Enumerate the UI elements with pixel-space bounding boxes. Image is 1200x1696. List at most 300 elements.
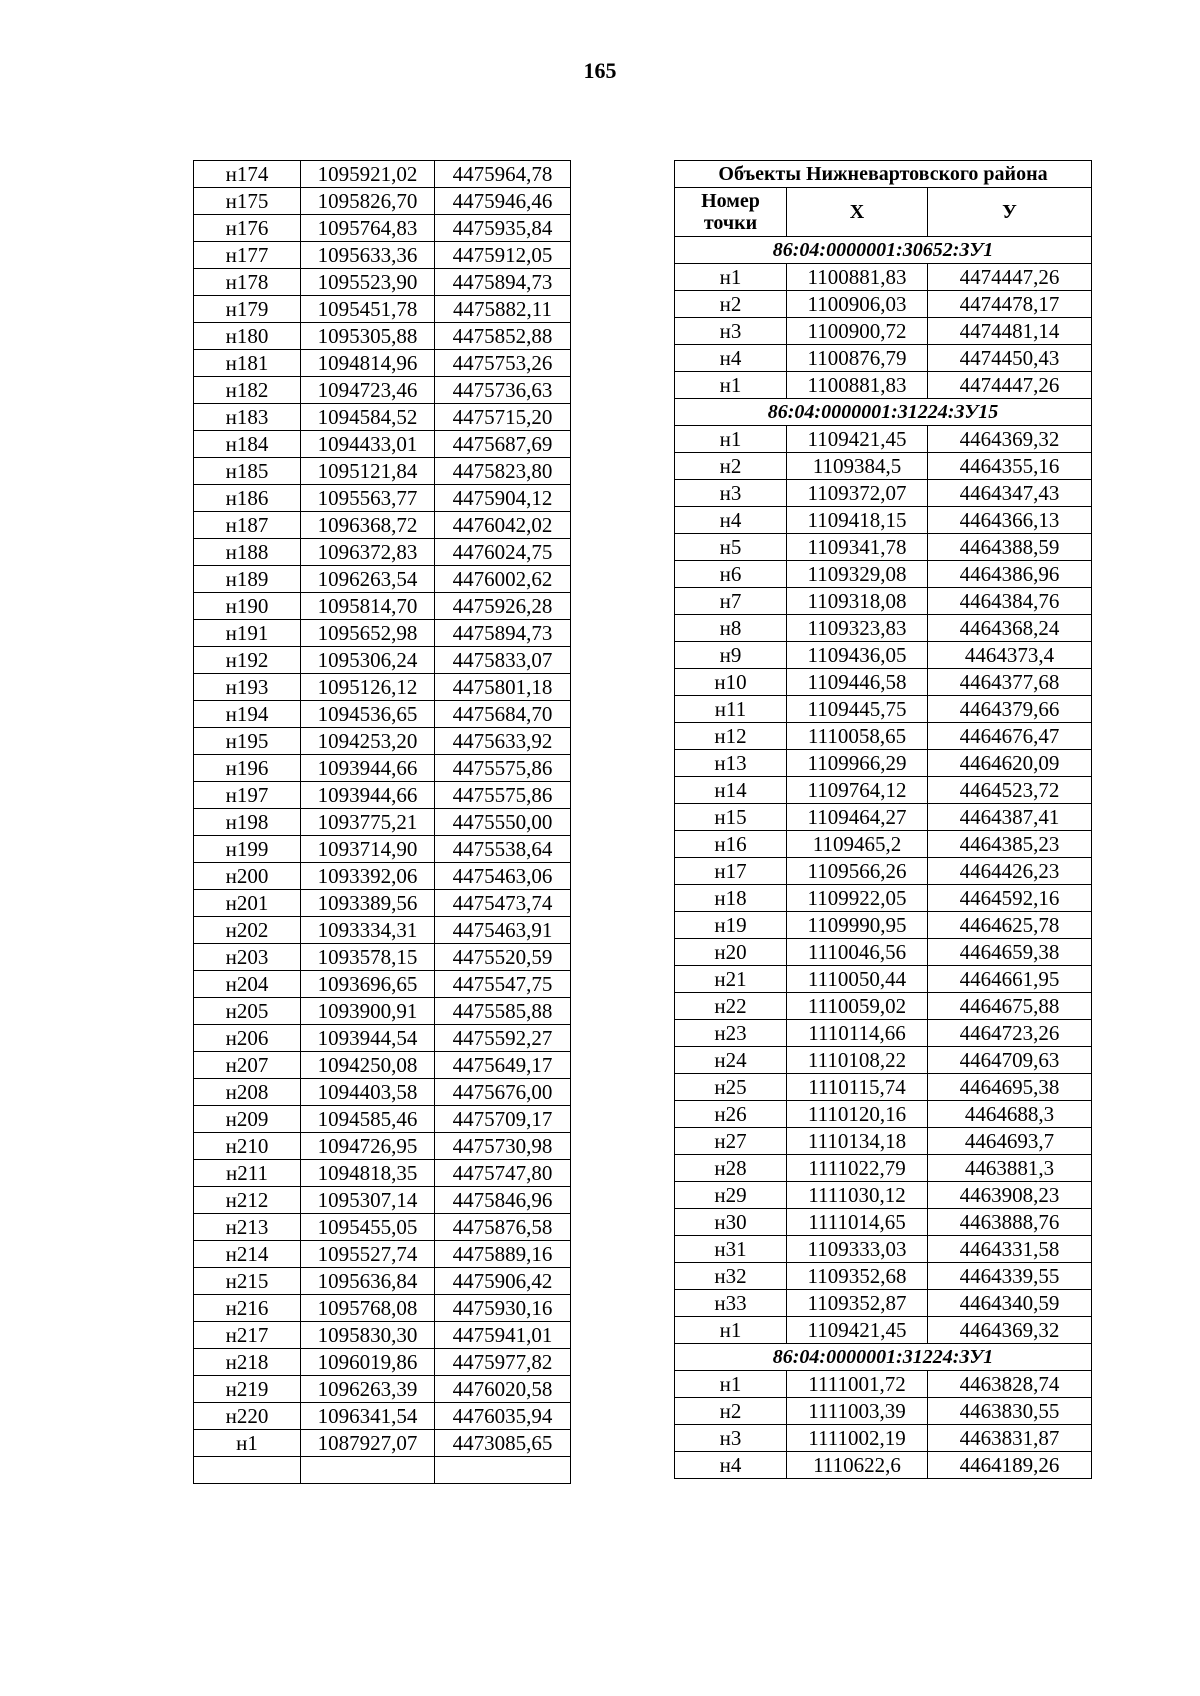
y-coordinate-cell: 4464339,55 (928, 1263, 1092, 1290)
point-number-cell: н196 (194, 755, 301, 782)
point-number-cell: н19 (675, 912, 787, 939)
point-number-cell: н210 (194, 1133, 301, 1160)
y-coordinate-cell: 4475833,07 (435, 647, 571, 674)
y-coordinate-cell: 4475882,11 (435, 296, 571, 323)
table-row (194, 188, 571, 215)
y-coordinate-cell: 4475846,96 (435, 1187, 571, 1214)
y-coordinate-cell: 4475823,80 (435, 458, 571, 485)
point-number-cell: н217 (194, 1322, 301, 1349)
table-row (194, 944, 571, 971)
x-coordinate-cell: 1095455,05 (301, 1214, 435, 1241)
point-number-cell: н216 (194, 1295, 301, 1322)
header-x: Х (787, 188, 928, 237)
point-number-cell: н1 (675, 1317, 787, 1344)
table-row (675, 561, 1092, 588)
y-coordinate-cell: 4463828,74 (928, 1371, 1092, 1398)
x-coordinate-cell: 1095121,84 (301, 458, 435, 485)
y-coordinate-cell: 4475930,16 (435, 1295, 571, 1322)
point-number-cell: н4 (675, 507, 787, 534)
y-coordinate-cell: 4464189,26 (928, 1452, 1092, 1479)
point-number-cell: н215 (194, 1268, 301, 1295)
header-y: У (928, 188, 1092, 237)
x-coordinate-cell: 1094818,35 (301, 1160, 435, 1187)
y-coordinate-cell: 4464625,78 (928, 912, 1092, 939)
x-coordinate-cell: 1109418,15 (787, 507, 928, 534)
table-row (194, 674, 571, 701)
x-coordinate-cell: 1094403,58 (301, 1079, 435, 1106)
table-row (194, 809, 571, 836)
y-coordinate-cell: 4464368,24 (928, 615, 1092, 642)
cadastral-number: 86:04:0000001:31224:ЗУ1 (675, 1344, 1092, 1371)
point-number-cell: н12 (675, 723, 787, 750)
cadastral-number: 86:04:0000001:31224:ЗУ15 (675, 399, 1092, 426)
point-number-cell: н186 (194, 485, 301, 512)
y-coordinate-cell: 4475715,20 (435, 404, 571, 431)
point-number-cell: н183 (194, 404, 301, 431)
point-number-cell: н201 (194, 890, 301, 917)
table-row (194, 1403, 571, 1430)
y-coordinate-cell: 4464659,38 (928, 939, 1092, 966)
x-coordinate-cell: 1100881,83 (787, 372, 928, 399)
x-coordinate-cell: 1109323,83 (787, 615, 928, 642)
point-number-cell: н31 (675, 1236, 787, 1263)
table-row (675, 831, 1092, 858)
y-coordinate-cell: 4474481,14 (928, 318, 1092, 345)
table-row (194, 782, 571, 809)
x-coordinate-cell: 1100876,79 (787, 345, 928, 372)
x-coordinate-cell: 1109421,45 (787, 1317, 928, 1344)
table-row (194, 485, 571, 512)
point-number-cell: н3 (675, 318, 787, 345)
table-row (194, 1376, 571, 1403)
table-row (194, 1106, 571, 1133)
point-number-cell: н189 (194, 566, 301, 593)
y-coordinate-cell: 4475964,78 (435, 161, 571, 188)
point-number-cell: н26 (675, 1101, 787, 1128)
point-number-cell: н205 (194, 998, 301, 1025)
y-coordinate-cell: 4476035,94 (435, 1403, 571, 1430)
y-coordinate-cell: 4475547,75 (435, 971, 571, 998)
table-row (675, 1128, 1092, 1155)
table-row (675, 426, 1092, 453)
y-coordinate-cell (435, 1457, 571, 1484)
y-coordinate-cell: 4475473,74 (435, 890, 571, 917)
point-number-cell: н1 (675, 264, 787, 291)
table-row (675, 1236, 1092, 1263)
x-coordinate-cell: 1095764,83 (301, 215, 435, 242)
table-row (675, 1371, 1092, 1398)
x-coordinate-cell: 1093944,66 (301, 755, 435, 782)
y-coordinate-cell: 4464387,41 (928, 804, 1092, 831)
right-table-header-row (675, 188, 1092, 237)
y-coordinate-cell: 4475463,91 (435, 917, 571, 944)
point-number-cell: н214 (194, 1241, 301, 1268)
y-coordinate-cell: 4464386,96 (928, 561, 1092, 588)
y-coordinate-cell: 4464592,16 (928, 885, 1092, 912)
table-row (675, 507, 1092, 534)
y-coordinate-cell: 4475904,12 (435, 485, 571, 512)
x-coordinate-cell: 1110622,6 (787, 1452, 928, 1479)
x-coordinate-cell: 1093900,91 (301, 998, 435, 1025)
point-number-cell: н9 (675, 642, 787, 669)
point-number-cell: н213 (194, 1214, 301, 1241)
y-coordinate-cell: 4476020,58 (435, 1376, 571, 1403)
x-coordinate-cell: 1095652,98 (301, 620, 435, 647)
point-number-cell: н17 (675, 858, 787, 885)
table-row (194, 917, 571, 944)
point-number-cell: н211 (194, 1160, 301, 1187)
table-row (675, 264, 1092, 291)
x-coordinate-cell: 1093714,90 (301, 836, 435, 863)
point-number-cell: н5 (675, 534, 787, 561)
point-number-cell: н188 (194, 539, 301, 566)
point-number-cell: н1 (675, 372, 787, 399)
point-number-cell: н22 (675, 993, 787, 1020)
y-coordinate-cell: 4475687,69 (435, 431, 571, 458)
table-row (675, 291, 1092, 318)
x-coordinate-cell: 1095826,70 (301, 188, 435, 215)
x-coordinate-cell: 1095307,14 (301, 1187, 435, 1214)
y-coordinate-cell: 4464676,47 (928, 723, 1092, 750)
table-row (194, 1241, 571, 1268)
y-coordinate-cell: 4463831,87 (928, 1425, 1092, 1452)
point-number-cell: н181 (194, 350, 301, 377)
y-coordinate-cell: 4464340,59 (928, 1290, 1092, 1317)
point-number-cell: н16 (675, 831, 787, 858)
x-coordinate-cell: 1111001,72 (787, 1371, 928, 1398)
y-coordinate-cell: 4464523,72 (928, 777, 1092, 804)
x-coordinate-cell: 1087927,07 (301, 1430, 435, 1457)
point-number-cell: н176 (194, 215, 301, 242)
x-coordinate-cell: 1093578,15 (301, 944, 435, 971)
point-number-cell: н13 (675, 750, 787, 777)
table-row (675, 318, 1092, 345)
point-number-cell: н208 (194, 1079, 301, 1106)
x-coordinate-cell: 1095451,78 (301, 296, 435, 323)
point-number-cell: н6 (675, 561, 787, 588)
table-row (675, 885, 1092, 912)
table-row (675, 1398, 1092, 1425)
point-number-cell: н206 (194, 1025, 301, 1052)
x-coordinate-cell: 1109352,87 (787, 1290, 928, 1317)
y-coordinate-cell: 4464688,3 (928, 1101, 1092, 1128)
table-row (675, 777, 1092, 804)
table-row (675, 750, 1092, 777)
table-row (194, 971, 571, 998)
x-coordinate-cell: 1100900,72 (787, 318, 928, 345)
y-coordinate-cell: 4475633,92 (435, 728, 571, 755)
x-coordinate-cell: 1110114,66 (787, 1020, 928, 1047)
x-coordinate-cell: 1093334,31 (301, 917, 435, 944)
point-number-cell: н2 (675, 453, 787, 480)
point-number-cell: н191 (194, 620, 301, 647)
table-row (675, 534, 1092, 561)
x-coordinate-cell: 1094253,20 (301, 728, 435, 755)
section-header-row (675, 399, 1092, 426)
point-number-cell: н1 (675, 426, 787, 453)
section-header-row (675, 237, 1092, 264)
x-coordinate-cell: 1093389,56 (301, 890, 435, 917)
x-coordinate-cell: 1109566,26 (787, 858, 928, 885)
point-number-cell: н33 (675, 1290, 787, 1317)
y-coordinate-cell: 4475894,73 (435, 620, 571, 647)
table-row (675, 1263, 1092, 1290)
point-number-cell: н4 (675, 1452, 787, 1479)
x-coordinate-cell: 1094585,46 (301, 1106, 435, 1133)
y-coordinate-cell: 4464675,88 (928, 993, 1092, 1020)
x-coordinate-cell: 1111014,65 (787, 1209, 928, 1236)
x-coordinate-cell: 1096263,54 (301, 566, 435, 593)
point-number-cell: н18 (675, 885, 787, 912)
x-coordinate-cell: 1095636,84 (301, 1268, 435, 1295)
y-coordinate-cell: 4464377,68 (928, 669, 1092, 696)
y-coordinate-cell: 4475852,88 (435, 323, 571, 350)
right-table-title-row (675, 161, 1092, 188)
point-number-cell: н197 (194, 782, 301, 809)
y-coordinate-cell: 4474447,26 (928, 372, 1092, 399)
point-number-cell (194, 1457, 301, 1484)
x-coordinate-cell: 1093944,66 (301, 782, 435, 809)
point-number-cell: н218 (194, 1349, 301, 1376)
point-number-cell: н2 (675, 291, 787, 318)
y-coordinate-cell: 4464695,38 (928, 1074, 1092, 1101)
y-coordinate-cell: 4475935,84 (435, 215, 571, 242)
point-number-cell: н209 (194, 1106, 301, 1133)
table-row (675, 696, 1092, 723)
y-coordinate-cell: 4464379,66 (928, 696, 1092, 723)
table-row (194, 1457, 571, 1484)
table-row (675, 966, 1092, 993)
table-row (675, 1209, 1092, 1236)
x-coordinate-cell: 1110134,18 (787, 1128, 928, 1155)
x-coordinate-cell: 1100906,03 (787, 291, 928, 318)
table-row (194, 1322, 571, 1349)
point-number-cell: н182 (194, 377, 301, 404)
point-number-cell: н219 (194, 1376, 301, 1403)
y-coordinate-cell: 4464426,23 (928, 858, 1092, 885)
table-row (194, 1025, 571, 1052)
point-number-cell: н200 (194, 863, 301, 890)
x-coordinate-cell: 1110108,22 (787, 1047, 928, 1074)
x-coordinate-cell: 1109333,03 (787, 1236, 928, 1263)
table-row (194, 890, 571, 917)
x-coordinate-cell: 1111022,79 (787, 1155, 928, 1182)
table-row (194, 647, 571, 674)
table-row (675, 1020, 1092, 1047)
point-number-cell: н203 (194, 944, 301, 971)
table-row (675, 1182, 1092, 1209)
y-coordinate-cell: 4475538,64 (435, 836, 571, 863)
point-number-cell: н199 (194, 836, 301, 863)
point-number-cell: н220 (194, 1403, 301, 1430)
x-coordinate-cell: 1094536,65 (301, 701, 435, 728)
x-coordinate-cell: 1094723,46 (301, 377, 435, 404)
point-number-cell: н1 (194, 1430, 301, 1457)
x-coordinate-cell: 1109352,68 (787, 1263, 928, 1290)
point-number-cell: н193 (194, 674, 301, 701)
y-coordinate-cell: 4464384,76 (928, 588, 1092, 615)
y-coordinate-cell: 4475747,80 (435, 1160, 571, 1187)
point-number-cell: н190 (194, 593, 301, 620)
table-row (194, 1349, 571, 1376)
point-number-cell: н1 (675, 1371, 787, 1398)
point-number-cell: н25 (675, 1074, 787, 1101)
y-coordinate-cell: 4475585,88 (435, 998, 571, 1025)
table-row (194, 296, 571, 323)
y-coordinate-cell: 4475941,01 (435, 1322, 571, 1349)
x-coordinate-cell: 1109318,08 (787, 588, 928, 615)
table-row (675, 1317, 1092, 1344)
point-number-cell: н207 (194, 1052, 301, 1079)
x-coordinate-cell: 1095527,74 (301, 1241, 435, 1268)
point-number-cell: н20 (675, 939, 787, 966)
table-row (675, 939, 1092, 966)
x-coordinate-cell: 1094584,52 (301, 404, 435, 431)
table-row (194, 350, 571, 377)
table-row (194, 1295, 571, 1322)
y-coordinate-cell: 4464388,59 (928, 534, 1092, 561)
point-number-cell: н180 (194, 323, 301, 350)
point-number-cell: н3 (675, 1425, 787, 1452)
point-number-cell: н212 (194, 1187, 301, 1214)
y-coordinate-cell: 4464347,43 (928, 480, 1092, 507)
point-number-cell: н24 (675, 1047, 787, 1074)
left-coordinates-table (193, 160, 571, 1484)
x-coordinate-cell: 1110059,02 (787, 993, 928, 1020)
y-coordinate-cell: 4474447,26 (928, 264, 1092, 291)
x-coordinate-cell: 1095305,88 (301, 323, 435, 350)
y-coordinate-cell: 4463888,76 (928, 1209, 1092, 1236)
y-coordinate-cell: 4474450,43 (928, 345, 1092, 372)
y-coordinate-cell: 4475575,86 (435, 782, 571, 809)
x-coordinate-cell: 1095126,12 (301, 674, 435, 701)
x-coordinate-cell (301, 1457, 435, 1484)
x-coordinate-cell: 1096372,83 (301, 539, 435, 566)
point-number-cell: н187 (194, 512, 301, 539)
x-coordinate-cell: 1111030,12 (787, 1182, 928, 1209)
y-coordinate-cell: 4475463,06 (435, 863, 571, 890)
x-coordinate-cell: 1095306,24 (301, 647, 435, 674)
section-header-row (675, 1344, 1092, 1371)
x-coordinate-cell: 1110120,16 (787, 1101, 928, 1128)
table-row (675, 1452, 1092, 1479)
y-coordinate-cell: 4476042,02 (435, 512, 571, 539)
point-number-cell: н3 (675, 480, 787, 507)
x-coordinate-cell: 1109341,78 (787, 534, 928, 561)
y-coordinate-cell: 4473085,65 (435, 1430, 571, 1457)
table-row (194, 1268, 571, 1295)
table-row (675, 372, 1092, 399)
x-coordinate-cell: 1096019,86 (301, 1349, 435, 1376)
x-coordinate-cell: 1095563,77 (301, 485, 435, 512)
table-row (194, 377, 571, 404)
point-number-cell: н21 (675, 966, 787, 993)
table-row (194, 215, 571, 242)
x-coordinate-cell: 1096341,54 (301, 1403, 435, 1430)
point-number-cell: н2 (675, 1398, 787, 1425)
x-coordinate-cell: 1094433,01 (301, 431, 435, 458)
right-table-title: Объекты Нижневартовского района (675, 161, 1092, 188)
y-coordinate-cell: 4475801,18 (435, 674, 571, 701)
table-row (194, 458, 571, 485)
x-coordinate-cell: 1096368,72 (301, 512, 435, 539)
x-coordinate-cell: 1110046,56 (787, 939, 928, 966)
x-coordinate-cell: 1095814,70 (301, 593, 435, 620)
point-number-cell: н174 (194, 161, 301, 188)
x-coordinate-cell: 1109421,45 (787, 426, 928, 453)
point-number-cell: н15 (675, 804, 787, 831)
table-row (194, 269, 571, 296)
y-coordinate-cell: 4464661,95 (928, 966, 1092, 993)
x-coordinate-cell: 1095633,36 (301, 242, 435, 269)
x-coordinate-cell: 1109966,29 (787, 750, 928, 777)
y-coordinate-cell: 4475946,46 (435, 188, 571, 215)
y-coordinate-cell: 4476002,62 (435, 566, 571, 593)
point-number-cell: н204 (194, 971, 301, 998)
point-number-cell: н10 (675, 669, 787, 696)
x-coordinate-cell: 1095523,90 (301, 269, 435, 296)
y-coordinate-cell: 4464369,32 (928, 426, 1092, 453)
table-row (194, 1079, 571, 1106)
table-row (194, 242, 571, 269)
table-row (675, 642, 1092, 669)
point-number-cell: н8 (675, 615, 787, 642)
y-coordinate-cell: 4475876,58 (435, 1214, 571, 1241)
y-coordinate-cell: 4464355,16 (928, 453, 1092, 480)
y-coordinate-cell: 4474478,17 (928, 291, 1092, 318)
y-coordinate-cell: 4463908,23 (928, 1182, 1092, 1209)
point-number-cell: н194 (194, 701, 301, 728)
y-coordinate-cell: 4464373,4 (928, 642, 1092, 669)
point-number-cell: н184 (194, 431, 301, 458)
y-coordinate-cell: 4475906,42 (435, 1268, 571, 1295)
table-row (194, 1160, 571, 1187)
y-coordinate-cell: 4464385,23 (928, 831, 1092, 858)
table-row (675, 669, 1092, 696)
table-row (194, 512, 571, 539)
x-coordinate-cell: 1111002,19 (787, 1425, 928, 1452)
x-coordinate-cell: 1110058,65 (787, 723, 928, 750)
point-number-cell: н192 (194, 647, 301, 674)
point-number-cell: н185 (194, 458, 301, 485)
y-coordinate-cell: 4464723,26 (928, 1020, 1092, 1047)
header-point-number: Номер точки (675, 188, 787, 237)
table-row (194, 404, 571, 431)
y-coordinate-cell: 4475684,70 (435, 701, 571, 728)
x-coordinate-cell: 1109436,05 (787, 642, 928, 669)
x-coordinate-cell: 1100881,83 (787, 264, 928, 291)
table-row (194, 836, 571, 863)
point-number-cell: н32 (675, 1263, 787, 1290)
x-coordinate-cell: 1110115,74 (787, 1074, 928, 1101)
table-row (675, 345, 1092, 372)
table-row (675, 588, 1092, 615)
table-row (675, 1074, 1092, 1101)
x-coordinate-cell: 1094726,95 (301, 1133, 435, 1160)
x-coordinate-cell: 1095921,02 (301, 161, 435, 188)
x-coordinate-cell: 1095768,08 (301, 1295, 435, 1322)
table-row (194, 431, 571, 458)
y-coordinate-cell: 4464369,32 (928, 1317, 1092, 1344)
x-coordinate-cell: 1095830,30 (301, 1322, 435, 1349)
table-row (194, 566, 571, 593)
x-coordinate-cell: 1096263,39 (301, 1376, 435, 1403)
point-number-cell: н29 (675, 1182, 787, 1209)
table-row (194, 755, 571, 782)
x-coordinate-cell: 1093944,54 (301, 1025, 435, 1052)
point-number-cell: н198 (194, 809, 301, 836)
x-coordinate-cell: 1109990,95 (787, 912, 928, 939)
